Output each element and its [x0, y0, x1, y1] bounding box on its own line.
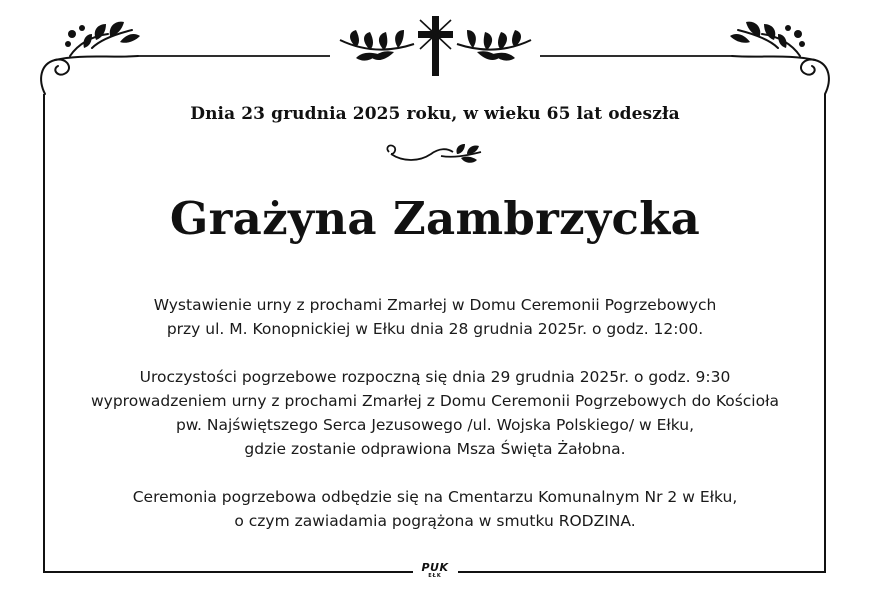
death-date-header: Dnia 23 grudnia 2025 roku, w wieku 65 lat odeszła: [190, 104, 680, 124]
puk-logo: [415, 562, 455, 584]
frame-bottom-border-right: [458, 571, 826, 573]
notice-body: [0, 293, 870, 533]
text-line: Wystawienie urny z prochami Zmarłej w Domu Ceremonii Pogrzebowych: [153, 296, 717, 314]
text-line: Uroczystości pogrzebowe rozpoczną się dnia 29 grudnia 2025r. o godz. 9:30: [139, 368, 731, 386]
paragraph-gap: [0, 461, 870, 485]
logo-main-text: PUK: [421, 561, 449, 574]
text-line: wyprowadzeniem urny z prochami Zmarłej z Domu Ceremonii Pogrzebowych do Kościoła: [90, 392, 779, 410]
top-ornament: [0, 0, 870, 100]
deceased-name: Grażyna Zambrzycka: [169, 192, 701, 245]
text-line: pw. Najświętszego Serca Jezusowego /ul. Wojska Polskiego/ w Ełku,: [175, 416, 695, 434]
frame-bottom-border-left: [43, 571, 413, 573]
paragraph-burial: [0, 485, 870, 533]
paragraph-gap: [0, 341, 870, 365]
cross-with-laurel-icon: [340, 16, 531, 76]
paragraph-urn-display: [0, 293, 870, 341]
text-line: przy ul. M. Konopnickiej w Ełku dnia 28 grudnia 2025r. o godz. 12:00.: [166, 320, 704, 338]
floral-leaves-left: [65, 22, 140, 48]
laurel-swirl-icon: [383, 140, 487, 170]
paragraph-funeral-ceremony: [0, 365, 870, 461]
text-line: Ceremonia pogrzebowa odbędzie się na Cmentarzu Komunalnym Nr 2 w Ełku,: [132, 488, 738, 506]
text-line: gdzie zostanie odprawiona Msza Święta Żałobna.: [244, 440, 626, 458]
logo-sub-text: EŁK: [428, 573, 442, 579]
text-line: o czym zawiadamia pogrążona w smutku RODZINA.: [234, 512, 636, 530]
